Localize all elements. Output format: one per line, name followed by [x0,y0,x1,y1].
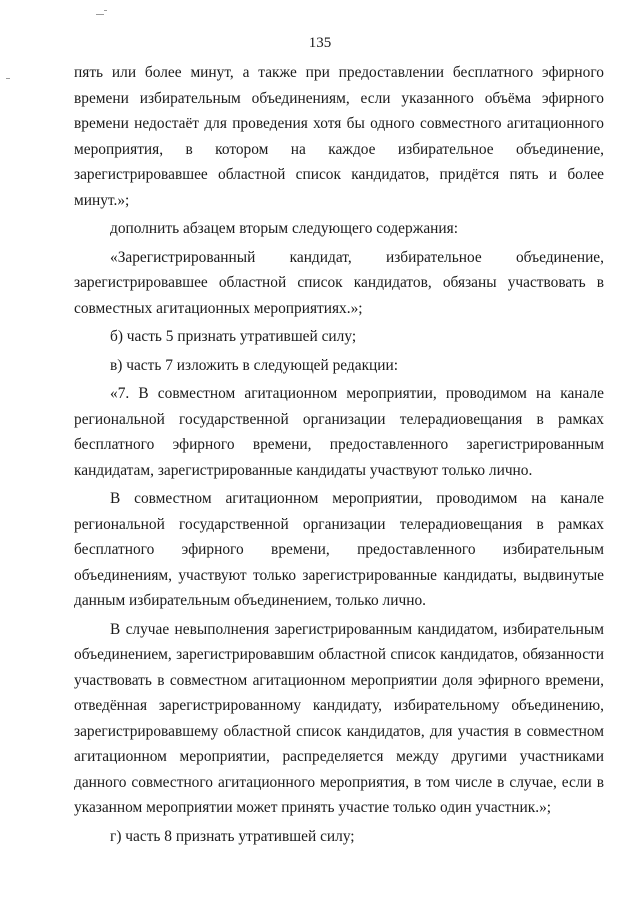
paragraph-party-candidates: В совместном агитационном мероприятии, проводимом на канале региональной государственной организации телерадиовещания в рамках бесплатного эфирного времени, предоставленного избирательным объединениям, участвуют только зарегистрированные кандидаты, выдвинутые данным избирательным объединением, только лично. [74,490,604,609]
paragraph-continuation: пять или более минут, а также при предоставлении бесплатного эфирного времени избирательным объединениям, если указанного объёма эфирного времени недостаёт для проведения хотя бы одного совместного агитационного мероприятия, в котором на каждое избирательное объединение, зарегистрировавшее областной список кандидатов, придётся пять и более минут.»; [74,64,604,209]
scan-mark [104,10,107,11]
paragraph-amendment-instruction: дополнить абзацем вторым следующего содержания: [110,220,459,237]
page-number: 135 [308,35,332,51]
paragraph-item-v: в) часть 7 изложить в следующей редакции: [110,356,399,374]
paragraph-item-b: б) часть 5 признать утратившей силу; [110,328,357,345]
paragraph-item-g: г) часть 8 признать утратившей силу; [110,827,355,845]
paragraph-part-7: «7. В совместном агитационном мероприятии, проводимом на канале региональной государственной организации телерадиовещания в рамках бесплатного эфирного времени, предоставленного зарегистрированным кандидатам, зарегистрированные кандидаты участвуют только лично. [74,385,604,479]
paragraph-quoted-obligation: «Зарегистрированный кандидат, избирательное объединение, зарегистрировавшее областной список кандидатов, обязаны участвовать в совместных агитационных мероприятиях.»; [74,248,604,317]
paragraph-nonparticipation: В случае невыполнения зарегистрированным кандидатом, избирательным объединением, зарегистрировавшим областной список кандидатов, обязанности участвовать в совместном агитационном мероприятии доля эфирного времени, отведённая зарегистрированному кандидату, избирательному объединению, зарегистрировавшему областной список кандидатов, для участия в совместном агитационном мероприятии, распределяется между другими участниками данного совместного агитационного мероприятия, в том числе в случае, если в указанном мероприятии может принять участие только один участник.»; [74,620,604,816]
scan-mark [6,78,10,79]
document-body [74,60,604,849]
scan-mark [96,14,104,15]
